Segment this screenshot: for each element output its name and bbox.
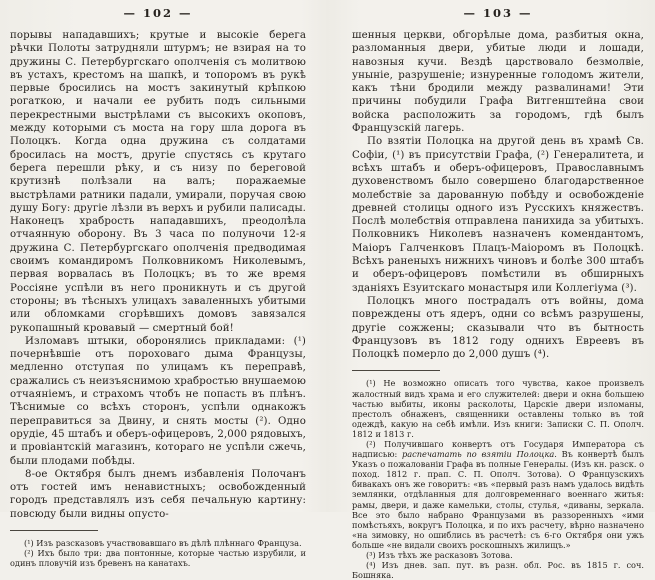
paragraph: порывы нападавшихъ; крутые и высокіе берега рѣчки Полоты затрудняли штурмъ; не взирая на то дружины С. Петербургскаго ополченія съ молитвою въ устахъ, крестомъ на шапкѣ, и топоромъ въ рукѣ первые бросились на мостъ закинутый крѣпкою рогаткою, и начали ее рубить подъ сильными перекрестными выстрѣлами съ высокихъ окоповъ, между которыми съ моста на гору шла дорога въ Полоцкъ. Когда одна дружина съ солдатами бросилась на мостъ, другіе спустясь съ крутаго берега перешли рѣку, и съ низу по береговой крутизнѣ полѣзали на валъ; поражаемые выстрѣлами ратники падали, умирали, поручая свою душу Богу: другіе лѣзли въ верхъ и рубили палисады. Наконецъ храбрость нападавшихъ, преодолѣла отчаянную оборону. Въ 3 часа по полуночи 12-я дружина С. Петербургскаго ополченія предводимая своимъ командиромъ Полковникомъ Николевымъ, первая ворвалась въ Полоцкъ; въ то же время Россіяне успѣли въ него проникнуть и съ другой стороны; въ тѣсныхъ улицахъ заваленныхъ убитыми или обломками сгорѣвшихъ домовъ завязался рукопашный кровавый — смертный бой! <box>10 30 306 334</box>
footnote: (⁴) Изъ днев. зап. пут. въ разн. обл. Рос. въ 1815 г. соч. Бошняка. <box>352 560 644 580</box>
footnote: (¹) Не возможно описать того чувства, какое произвелъ жалостный видъ храма и его служителей: двери и окна большею частью выбиты, иконы расколоты, Царскіе двери изломаны, престолъ обнаженъ, священники оставлены только въ той одеждѣ, какую на себѣ имѣли. Изъ книги: Записки С. П. Ополч. 1812 и 1813 г. <box>352 378 644 439</box>
footnote: (³) Изъ тѣхъ же расказовъ Зотова. <box>366 550 513 561</box>
page-number-right: — 103 — <box>463 6 533 20</box>
paragraph: Полоцкъ много пострадалъ отъ войны, дома повреждены отъ ядеръ, одни со всѣмъ разрушены, другіе сожжены; сказывали что въ бытность Французовъ въ 1812 году однихъ Евреевъ въ Полоцкѣ померло до 2,000 душъ (⁴). <box>352 295 644 361</box>
footnote-italic-text: распечатать по взятіи Полоцка. <box>402 449 557 460</box>
footnote-separator <box>10 530 98 531</box>
footnote: (¹) Изъ разсказовъ участвовавшаго въ дѣлѣ плѣннаго Француза. <box>24 537 302 548</box>
page-103-footnotes <box>352 378 644 580</box>
page-102 <box>0 0 327 569</box>
paragraph: 8-ое Октября былъ днемъ избавленія Полочанъ отъ гостей имъ ненавистныхъ; освобожденный городъ представлялъ изъ себя печальную картину: повсюду были видны опусто- <box>10 468 306 520</box>
page-number-left: — 102 — <box>123 6 193 20</box>
paragraph: Изломавъ штыки, оборонялись прикладами: (¹) почернѣвшіе отъ пороховаго дыма Французы, медленно отступая по улицамъ къ переправѣ, сражались съ неизъяснимою храбростью внушаемою отчаяніемъ, и страхомъ чтобъ не попасть въ плѣнъ. Тѣснимые со всѣхъ сторонъ, успѣли однакожъ переправиться за Двину, и снять мосты (²). Одно орудіе, 45 штабъ и оберъ-офицеровъ, 2,000 рядовыхъ, и провіантскій магазинъ, котораго не успѣли сжечь, были плодами побѣды. <box>10 335 306 467</box>
paragraph: По взятіи Полоцка на другой день въ храмѣ Св. Софіи, (¹) въ присутствіи Графа, (²) Генералитета, и всѣхъ штабъ и оберъ-офицеровъ, Православнымъ духовенствомъ было совершено благодарственное молебствіе за дарованную побѣду и освобожденіе древней столицы одного изъ Русскихъ княжествъ. Послѣ молебствія отправлена панихида за убитыхъ. Полковникъ Николевъ назначенъ комендантомъ, Маіоръ Галченковъ Плацъ-Маіоромъ въ Полоцкѣ. Всѣхъ раненыхъ нижнихъ чиновъ и болѣе 300 штабъ и оберъ-офицеровъ помѣстили въ обширныхъ зданіяхъ Езуитскаго монастыря или Коллегіума (³). <box>352 136 644 294</box>
paragraph: шенныя церкви, обгорѣлые дома, разбитыя окна, разломанныя двери, убитые люди и лошади, навозныя кучи. Вездѣ царствовало безмолвіе, уныніе, разрушеніе; изнуренные голодомъ жители, какъ тѣни бродили между развалинами! Эти причины побудили Графа Витгенштейна свои войска расположить за городомъ, гдѣ былъ Французскій лагерь. <box>352 30 644 135</box>
footnote <box>352 439 644 550</box>
footnote-separator <box>352 370 440 371</box>
footnote-text: Въ конвертѣ былъ Указъ о пожалованіи Графа въ полные Генералы. (Изъ кн. разск. о поход. 1812 г. прап. С. П. Ополч. Зотова). О Французскихъ бивакахъ онъ же говоритъ: «въ «первый разъ намъ удалось видѣть землянки, отдѣланныя для долговременнаго военнаго житья: рамы, двери, и даже камельки, столы, стулья, «диваны, зеркала. Все это было набрано Французами въ раззоренныхъ «ими помѣстьяхъ, вокругъ Полоцка, и по ихъ расчету, вѣрно назначено «на зимовку, но ошиблись въ расчетѣ: съ 6-го Октября они ужъ больше «не видали своихъ роскошныхъ жилищъ.» <box>352 449 644 550</box>
page-102-footnotes <box>10 538 306 568</box>
footnote-text: (²) Получившаго конвертъ отъ Государя Императора съ надписью: <box>352 438 644 460</box>
page-102-body <box>10 29 306 521</box>
page-103-body <box>352 29 644 361</box>
footnote: (²) Ихъ было три: два понтонные, которые частью изрубили, и одинъ пловучій изъ бревенъ на канатахъ. <box>10 548 306 569</box>
page-103 <box>327 0 655 580</box>
